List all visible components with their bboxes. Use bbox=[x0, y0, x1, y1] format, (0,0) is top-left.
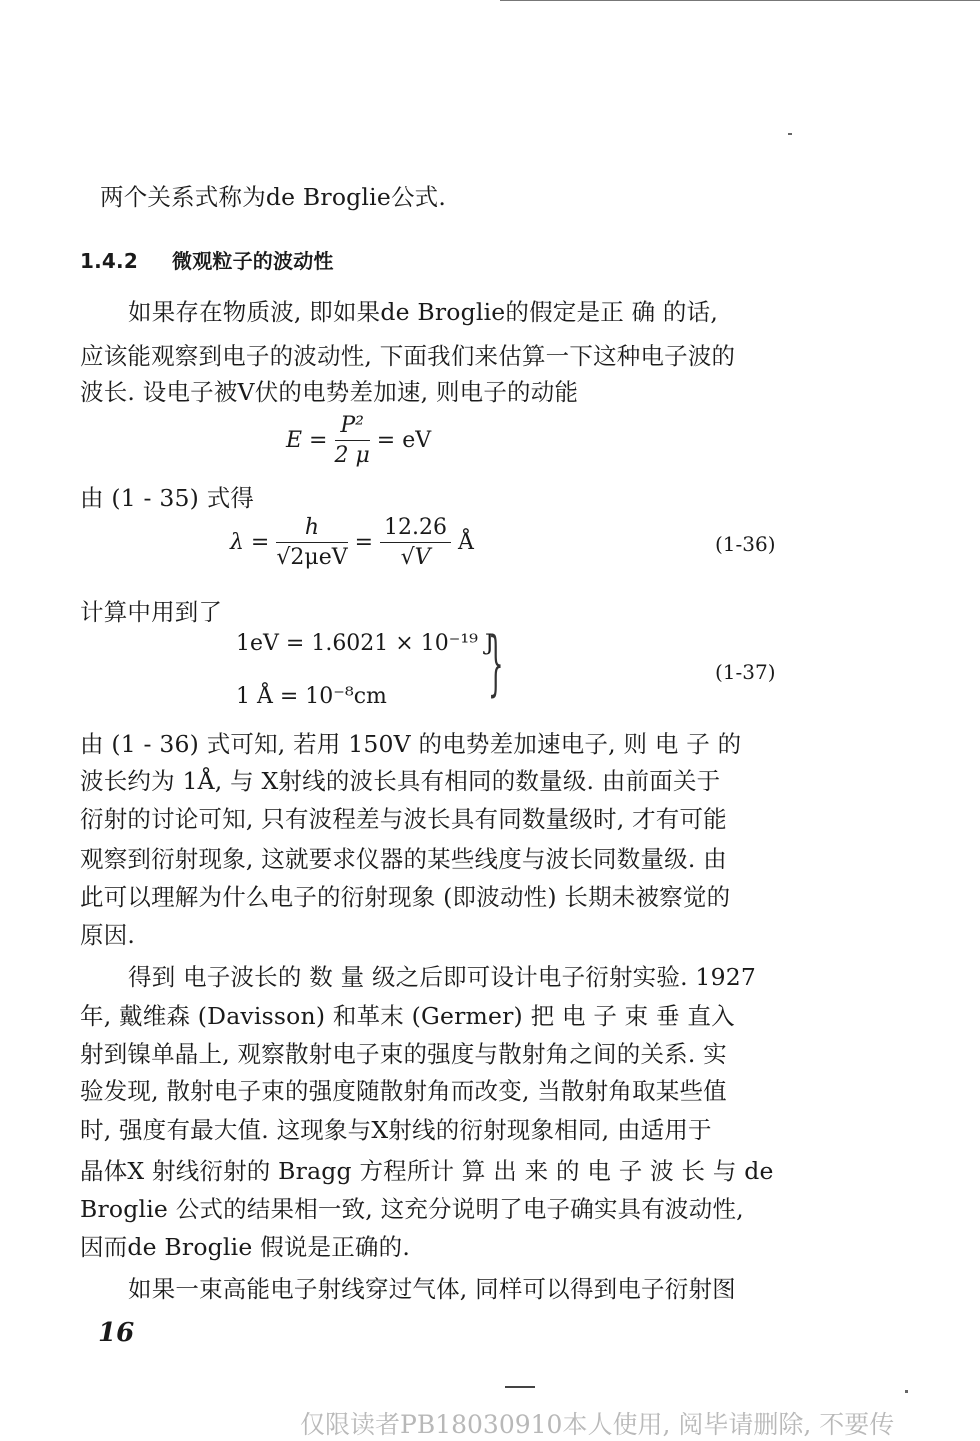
eq-lambda-fraction1 bbox=[276, 515, 347, 570]
page-number: 16 bbox=[98, 1318, 135, 1348]
eq-units-line1: 1eV = 1.6021 × 10⁻¹⁹ J bbox=[236, 631, 494, 656]
intro-line: 两个关系式称为de Broglie公式. bbox=[100, 183, 447, 211]
eq-lambda-num1: h bbox=[276, 515, 347, 543]
para3-line5: 时, 强度有最大值. 这现象与X射线的衍射现象相同, 由适用于 bbox=[80, 1116, 712, 1144]
equation-number-1-36: (1-36) bbox=[715, 532, 776, 556]
scan-speck bbox=[905, 1390, 908, 1393]
eq-lambda-equals: = bbox=[354, 530, 374, 555]
eq-units-line2: 1 Å = 10⁻⁸cm bbox=[236, 684, 387, 709]
para4-line1: 如果一束高能电子射线穿过气体, 同样可以得到电子衍射图 bbox=[128, 1275, 736, 1303]
equation-energy bbox=[286, 413, 431, 468]
section-title: 微观粒子的波动性 bbox=[172, 249, 334, 273]
right-brace: } bbox=[488, 622, 504, 704]
eq-energy-rhs: = eV bbox=[376, 428, 432, 453]
para3-line1: 得到 电子波长的 数 量 级之后即可设计电子衍射实验. 1927 bbox=[128, 963, 757, 991]
eq-lambda-num2: 12.26 bbox=[380, 515, 451, 543]
para2-line6: 原因. bbox=[80, 921, 136, 949]
scan-speck bbox=[788, 133, 792, 135]
eq-lambda-lhs: λ = bbox=[230, 530, 270, 555]
eq-energy-fraction bbox=[335, 413, 370, 468]
para3-line6: 晶体X 射线衍射的 Bragg 方程所计 算 出 来 的 电 子 波 长 与 de bbox=[80, 1157, 774, 1185]
top-rule bbox=[500, 0, 980, 1]
para3-line3: 射到镍单晶上, 观察散射电子束的强度与散射角之间的关系. 实 bbox=[80, 1040, 727, 1068]
eq-lambda-unit: Å bbox=[458, 530, 474, 555]
para2-line2: 波长约为 1Å, 与 X射线的波长具有相同的数量级. 由前面关于 bbox=[80, 767, 721, 795]
eq-energy-lhs: E = bbox=[286, 428, 328, 453]
eq-energy-denominator: 2 μ bbox=[334, 443, 370, 468]
eq-lambda-fraction2 bbox=[380, 515, 451, 570]
equation-number-1-37: (1-37) bbox=[715, 660, 776, 684]
section-heading bbox=[80, 245, 334, 274]
section-number: 1.4.2 bbox=[80, 249, 138, 273]
footer-mark bbox=[505, 1386, 535, 1388]
eq-lambda-den2: √V bbox=[400, 545, 431, 570]
para3-line8: 因而de Broglie 假说是正确的. bbox=[80, 1233, 410, 1261]
eq-lambda-den1: √2μeV bbox=[276, 545, 348, 570]
para2-line3: 衍射的讨论可知, 只有波程差与波长具有同数量级时, 才有可能 bbox=[80, 805, 727, 833]
equation-lambda bbox=[230, 515, 474, 570]
from-label: 由 (1 - 35) 式得 bbox=[80, 484, 255, 512]
para1-line2: 应该能观察到电子的波动性, 下面我们来估算一下这种电子波的 bbox=[80, 342, 736, 370]
eq-energy-numerator: P² bbox=[335, 413, 370, 441]
watermark: 仅限读者PB18030910本人使用, 阅毕请删除, 不要传 bbox=[300, 1410, 895, 1439]
para2-line5: 此可以理解为什么电子的衍射现象 (即波动性) 长期未被察觉的 bbox=[80, 883, 731, 911]
calc-label: 计算中用到了 bbox=[80, 598, 223, 626]
para3-line7: Broglie 公式的结果相一致, 这充分说明了电子确实具有波动性, bbox=[80, 1195, 744, 1223]
para1-line1: 如果存在物质波, 即如果de Broglie的假定是正 确 的话, bbox=[128, 298, 719, 326]
para2-line1: 由 (1 - 36) 式可知, 若用 150V 的电势差加速电子, 则 电 子 的 bbox=[80, 730, 742, 758]
para3-line2: 年, 戴维森 (Davisson) 和革末 (Germer) 把 电 子 束 垂 直入 bbox=[80, 1002, 735, 1030]
para3-line4: 验发现, 散射电子束的强度随散射角而改变, 当散射角取某些值 bbox=[80, 1077, 727, 1105]
para1-line3: 波长. 设电子被V伏的电势差加速, 则电子的动能 bbox=[80, 378, 579, 406]
para2-line4: 观察到衍射现象, 这就要求仪器的某些线度与波长同数量级. 由 bbox=[80, 845, 727, 873]
